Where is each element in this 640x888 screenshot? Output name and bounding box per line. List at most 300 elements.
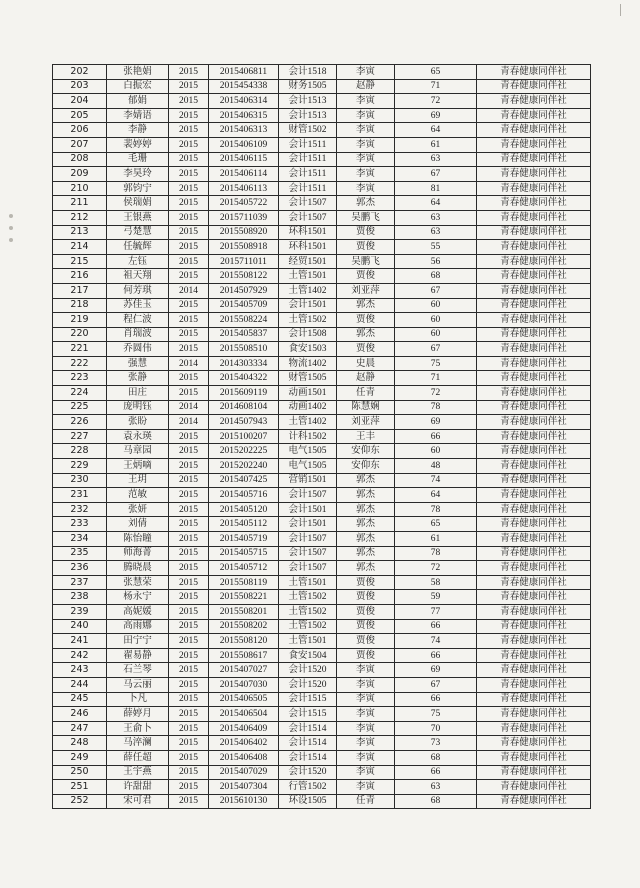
teacher-cell: 李寅 [337,663,395,678]
organization-cell: 青春健康同伴社 [477,663,591,678]
year-cell: 2015 [169,123,209,138]
student-name-cell: 苏佳玉 [107,298,169,313]
student-id-cell: 2015406113 [209,181,279,196]
year-cell: 2015 [169,604,209,619]
organization-cell: 青春健康同伴社 [477,196,591,211]
student-name-cell: 王宇燕 [107,765,169,780]
teacher-cell: 王丰 [337,429,395,444]
year-cell: 2014 [169,283,209,298]
score-cell: 67 [395,677,477,692]
score-cell: 77 [395,604,477,619]
student-name-cell: 郁娟 [107,94,169,109]
class-cell: 土管1502 [279,313,337,328]
teacher-cell: 李寅 [337,137,395,152]
row-number-cell: 207 [53,137,107,152]
student-name-cell: 许甜甜 [107,780,169,795]
class-cell: 环设1505 [279,794,337,809]
student-name-cell: 卜凡 [107,692,169,707]
student-name-cell: 王玥 [107,473,169,488]
teacher-cell: 贾俊 [337,575,395,590]
student-name-cell: 左钰 [107,254,169,269]
student-id-cell: 2015508202 [209,619,279,634]
score-cell: 71 [395,79,477,94]
row-number-cell: 233 [53,517,107,532]
teacher-cell: 郭杰 [337,327,395,342]
organization-cell: 青春健康同伴社 [477,488,591,503]
score-cell: 69 [395,108,477,123]
row-number-cell: 243 [53,663,107,678]
score-cell: 75 [395,356,477,371]
teacher-cell: 贾俊 [337,634,395,649]
table-row [53,108,591,123]
student-name-cell: 张静 [107,371,169,386]
organization-cell: 青春健康同伴社 [477,371,591,386]
teacher-cell: 李寅 [337,780,395,795]
row-number-cell: 215 [53,254,107,269]
organization-cell: 青春健康同伴社 [477,794,591,809]
score-cell: 78 [395,502,477,517]
student-name-cell: 宋可君 [107,794,169,809]
class-cell: 会计1518 [279,65,337,80]
student-id-cell: 2015406115 [209,152,279,167]
table-row [53,473,591,488]
table-row [53,707,591,722]
class-cell: 行管1502 [279,780,337,795]
table-row [53,94,591,109]
table-row [53,269,591,284]
row-number-cell: 226 [53,415,107,430]
score-cell: 78 [395,400,477,415]
teacher-cell: 贾俊 [337,313,395,328]
row-number-cell: 212 [53,210,107,225]
class-cell: 土管1402 [279,415,337,430]
year-cell: 2015 [169,313,209,328]
year-cell: 2015 [169,298,209,313]
year-cell: 2015 [169,750,209,765]
student-name-cell: 马云丽 [107,677,169,692]
punch-hole-mark [9,214,13,218]
row-number-cell: 236 [53,561,107,576]
organization-cell: 青春健康同伴社 [477,634,591,649]
class-cell: 会计1514 [279,721,337,736]
organization-cell: 青春健康同伴社 [477,386,591,401]
organization-cell: 青春健康同伴社 [477,619,591,634]
organization-cell: 青春健康同伴社 [477,123,591,138]
score-cell: 68 [395,269,477,284]
row-number-cell: 223 [53,371,107,386]
table-row [53,721,591,736]
teacher-cell: 李寅 [337,152,395,167]
score-cell: 72 [395,94,477,109]
class-cell: 土管1402 [279,283,337,298]
table-row [53,356,591,371]
student-id-cell: 2015508122 [209,269,279,284]
class-cell: 会计1514 [279,750,337,765]
student-id-cell: 2015508617 [209,648,279,663]
organization-cell: 青春健康同伴社 [477,210,591,225]
year-cell: 2015 [169,634,209,649]
organization-cell: 青春健康同伴社 [477,283,591,298]
table-row [53,663,591,678]
class-cell: 土管1501 [279,575,337,590]
organization-cell: 青春健康同伴社 [477,327,591,342]
year-cell: 2015 [169,269,209,284]
class-cell: 动画1501 [279,386,337,401]
row-number-cell: 237 [53,575,107,590]
student-name-cell: 肖瑞波 [107,327,169,342]
student-id-cell: 2015406114 [209,167,279,182]
organization-cell: 青春健康同伴社 [477,473,591,488]
class-cell: 环科1501 [279,225,337,240]
student-id-cell: 2015711011 [209,254,279,269]
row-number-cell: 232 [53,502,107,517]
row-number-cell: 248 [53,736,107,751]
row-number-cell: 203 [53,79,107,94]
teacher-cell: 郭杰 [337,473,395,488]
class-cell: 会计1513 [279,94,337,109]
year-cell: 2015 [169,459,209,474]
class-cell: 会计1514 [279,736,337,751]
score-cell: 65 [395,65,477,80]
table-row [53,590,591,605]
teacher-cell: 任青 [337,386,395,401]
row-number-cell: 202 [53,65,107,80]
class-cell: 会计1508 [279,327,337,342]
organization-cell: 青春健康同伴社 [477,356,591,371]
class-cell: 食安1504 [279,648,337,663]
punch-hole-mark [9,226,13,230]
class-cell: 会计1520 [279,677,337,692]
table-row [53,517,591,532]
student-name-cell: 田宁宁 [107,634,169,649]
student-name-cell: 杨永宁 [107,590,169,605]
student-name-cell: 王俞卜 [107,721,169,736]
student-id-cell: 2015407304 [209,780,279,795]
score-cell: 60 [395,313,477,328]
year-cell: 2015 [169,386,209,401]
student-id-cell: 2015406811 [209,65,279,80]
student-name-cell: 侯瑞娟 [107,196,169,211]
student-name-cell: 郭钧宁 [107,181,169,196]
student-id-cell: 2015508119 [209,575,279,590]
organization-cell: 青春健康同伴社 [477,94,591,109]
year-cell: 2015 [169,65,209,80]
class-cell: 经贸1501 [279,254,337,269]
student-id-cell: 2015406109 [209,137,279,152]
teacher-cell: 吴鹏飞 [337,210,395,225]
student-id-cell: 2015508510 [209,342,279,357]
score-cell: 66 [395,648,477,663]
class-cell: 财务1505 [279,79,337,94]
student-id-cell: 2014507943 [209,415,279,430]
teacher-cell: 李寅 [337,181,395,196]
organization-cell: 青春健康同伴社 [477,604,591,619]
table-row [53,240,591,255]
row-number-cell: 213 [53,225,107,240]
row-number-cell: 238 [53,590,107,605]
row-number-cell: 208 [53,152,107,167]
teacher-cell: 贾俊 [337,342,395,357]
table-row [53,488,591,503]
year-cell: 2015 [169,517,209,532]
student-id-cell: 2015406402 [209,736,279,751]
teacher-cell: 李寅 [337,721,395,736]
row-number-cell: 245 [53,692,107,707]
student-name-cell: 庞明钰 [107,400,169,415]
student-name-cell: 张盼 [107,415,169,430]
student-name-cell: 裴婷婷 [107,137,169,152]
score-cell: 66 [395,765,477,780]
student-name-cell: 李静 [107,123,169,138]
table-row [53,780,591,795]
year-cell: 2014 [169,400,209,415]
class-cell: 会计1501 [279,517,337,532]
table-row [53,371,591,386]
table-row [53,196,591,211]
student-id-cell: 2015405716 [209,488,279,503]
row-number-cell: 250 [53,765,107,780]
teacher-cell: 贾俊 [337,225,395,240]
student-name-cell: 翟易静 [107,648,169,663]
year-cell: 2015 [169,590,209,605]
table-row [53,313,591,328]
student-id-cell: 2015405722 [209,196,279,211]
row-number-cell: 206 [53,123,107,138]
table-row [53,692,591,707]
class-cell: 电气1505 [279,459,337,474]
student-id-cell: 2015405837 [209,327,279,342]
organization-cell: 青春健康同伴社 [477,415,591,430]
year-cell: 2015 [169,181,209,196]
organization-cell: 青春健康同伴社 [477,137,591,152]
class-cell: 会计1511 [279,181,337,196]
class-cell: 会计1520 [279,663,337,678]
year-cell: 2015 [169,210,209,225]
student-name-cell: 李昊玲 [107,167,169,182]
row-number-cell: 217 [53,283,107,298]
teacher-cell: 李寅 [337,123,395,138]
score-cell: 63 [395,210,477,225]
organization-cell: 青春健康同伴社 [477,400,591,415]
score-cell: 66 [395,692,477,707]
organization-cell: 青春健康同伴社 [477,546,591,561]
year-cell: 2015 [169,546,209,561]
row-number-cell: 244 [53,677,107,692]
student-name-cell: 袁永瑛 [107,429,169,444]
score-cell: 61 [395,137,477,152]
student-id-cell: 2015405712 [209,561,279,576]
score-cell: 69 [395,415,477,430]
table-row [53,794,591,809]
student-name-cell: 弓楚慧 [107,225,169,240]
row-number-cell: 247 [53,721,107,736]
student-name-cell: 马淬澜 [107,736,169,751]
class-cell: 会计1507 [279,196,337,211]
student-id-cell: 2015202240 [209,459,279,474]
student-name-cell: 王银燕 [107,210,169,225]
year-cell: 2015 [169,765,209,780]
class-cell: 会计1507 [279,532,337,547]
score-cell: 64 [395,123,477,138]
teacher-cell: 安仰东 [337,459,395,474]
table-row [53,342,591,357]
organization-cell: 青春健康同伴社 [477,181,591,196]
class-cell: 会计1507 [279,210,337,225]
score-cell: 74 [395,473,477,488]
row-number-cell: 214 [53,240,107,255]
row-number-cell: 230 [53,473,107,488]
organization-cell: 青春健康同伴社 [477,692,591,707]
student-name-cell: 张艳娟 [107,65,169,80]
row-number-cell: 234 [53,532,107,547]
teacher-cell: 贾俊 [337,269,395,284]
organization-cell: 青春健康同伴社 [477,313,591,328]
organization-cell: 青春健康同伴社 [477,677,591,692]
year-cell: 2015 [169,327,209,342]
score-cell: 55 [395,240,477,255]
row-number-cell: 216 [53,269,107,284]
student-name-cell: 毛珊 [107,152,169,167]
student-id-cell: 2015100207 [209,429,279,444]
row-number-cell: 224 [53,386,107,401]
year-cell: 2015 [169,225,209,240]
student-id-cell: 2015406505 [209,692,279,707]
year-cell: 2015 [169,707,209,722]
student-name-cell: 刘倩 [107,517,169,532]
student-id-cell: 2015454338 [209,79,279,94]
organization-cell: 青春健康同伴社 [477,561,591,576]
student-id-cell: 2015508224 [209,313,279,328]
student-id-cell: 2015508201 [209,604,279,619]
year-cell: 2015 [169,429,209,444]
year-cell: 2015 [169,108,209,123]
teacher-cell: 贾俊 [337,619,395,634]
table-row [53,575,591,590]
student-id-cell: 2015407425 [209,473,279,488]
teacher-cell: 安仰东 [337,444,395,459]
student-id-cell: 2015508918 [209,240,279,255]
teacher-cell: 李寅 [337,707,395,722]
organization-cell: 青春健康同伴社 [477,721,591,736]
teacher-cell: 郭杰 [337,298,395,313]
row-number-cell: 240 [53,619,107,634]
year-cell: 2015 [169,196,209,211]
student-name-cell: 薛任超 [107,750,169,765]
page-edge-mark [620,4,635,16]
row-number-cell: 220 [53,327,107,342]
class-cell: 会计1501 [279,502,337,517]
score-cell: 66 [395,429,477,444]
year-cell: 2015 [169,502,209,517]
teacher-cell: 李寅 [337,677,395,692]
organization-cell: 青春健康同伴社 [477,269,591,284]
year-cell: 2015 [169,254,209,269]
table-row [53,210,591,225]
organization-cell: 青春健康同伴社 [477,79,591,94]
student-name-cell: 祖天翔 [107,269,169,284]
student-id-cell: 2015406313 [209,123,279,138]
class-cell: 计科1502 [279,429,337,444]
teacher-cell: 李寅 [337,108,395,123]
student-id-cell: 2014507929 [209,283,279,298]
organization-cell: 青春健康同伴社 [477,707,591,722]
class-cell: 环科1501 [279,240,337,255]
score-cell: 64 [395,488,477,503]
class-cell: 会计1520 [279,765,337,780]
year-cell: 2015 [169,692,209,707]
class-cell: 会计1513 [279,108,337,123]
student-name-cell: 马章园 [107,444,169,459]
score-cell: 70 [395,721,477,736]
score-cell: 71 [395,371,477,386]
organization-cell: 青春健康同伴社 [477,167,591,182]
year-cell: 2015 [169,488,209,503]
class-cell: 会计1501 [279,298,337,313]
student-name-cell: 师海菁 [107,546,169,561]
organization-cell: 青春健康同伴社 [477,780,591,795]
table-row [53,546,591,561]
student-name-cell: 白振宏 [107,79,169,94]
year-cell: 2015 [169,152,209,167]
class-cell: 会计1511 [279,152,337,167]
organization-cell: 青春健康同伴社 [477,765,591,780]
roster-table [52,64,591,809]
year-cell: 2015 [169,371,209,386]
table-row [53,648,591,663]
teacher-cell: 贾俊 [337,648,395,663]
student-name-cell: 陈怡瞳 [107,532,169,547]
year-cell: 2015 [169,619,209,634]
table-row [53,415,591,430]
student-id-cell: 2015406408 [209,750,279,765]
score-cell: 48 [395,459,477,474]
row-number-cell: 231 [53,488,107,503]
student-id-cell: 2015405719 [209,532,279,547]
student-id-cell: 2015405120 [209,502,279,517]
table-row [53,532,591,547]
table-row [53,459,591,474]
score-cell: 78 [395,546,477,561]
table-row [53,327,591,342]
teacher-cell: 郭杰 [337,532,395,547]
year-cell: 2015 [169,648,209,663]
organization-cell: 青春健康同伴社 [477,240,591,255]
table-row [53,65,591,80]
student-name-cell: 程仁波 [107,313,169,328]
class-cell: 财管1505 [279,371,337,386]
year-cell: 2014 [169,356,209,371]
student-name-cell: 薛婷月 [107,707,169,722]
year-cell: 2015 [169,94,209,109]
score-cell: 69 [395,663,477,678]
year-cell: 2015 [169,444,209,459]
organization-cell: 青春健康同伴社 [477,298,591,313]
table-row [53,79,591,94]
table-row [53,736,591,751]
student-id-cell: 2014608104 [209,400,279,415]
class-cell: 营销1501 [279,473,337,488]
score-cell: 75 [395,707,477,722]
table-row [53,386,591,401]
score-cell: 60 [395,327,477,342]
organization-cell: 青春健康同伴社 [477,65,591,80]
organization-cell: 青春健康同伴社 [477,648,591,663]
roster-table-body [53,65,591,809]
student-id-cell: 2015609119 [209,386,279,401]
organization-cell: 青春健康同伴社 [477,342,591,357]
teacher-cell: 陈慧娴 [337,400,395,415]
organization-cell: 青春健康同伴社 [477,152,591,167]
